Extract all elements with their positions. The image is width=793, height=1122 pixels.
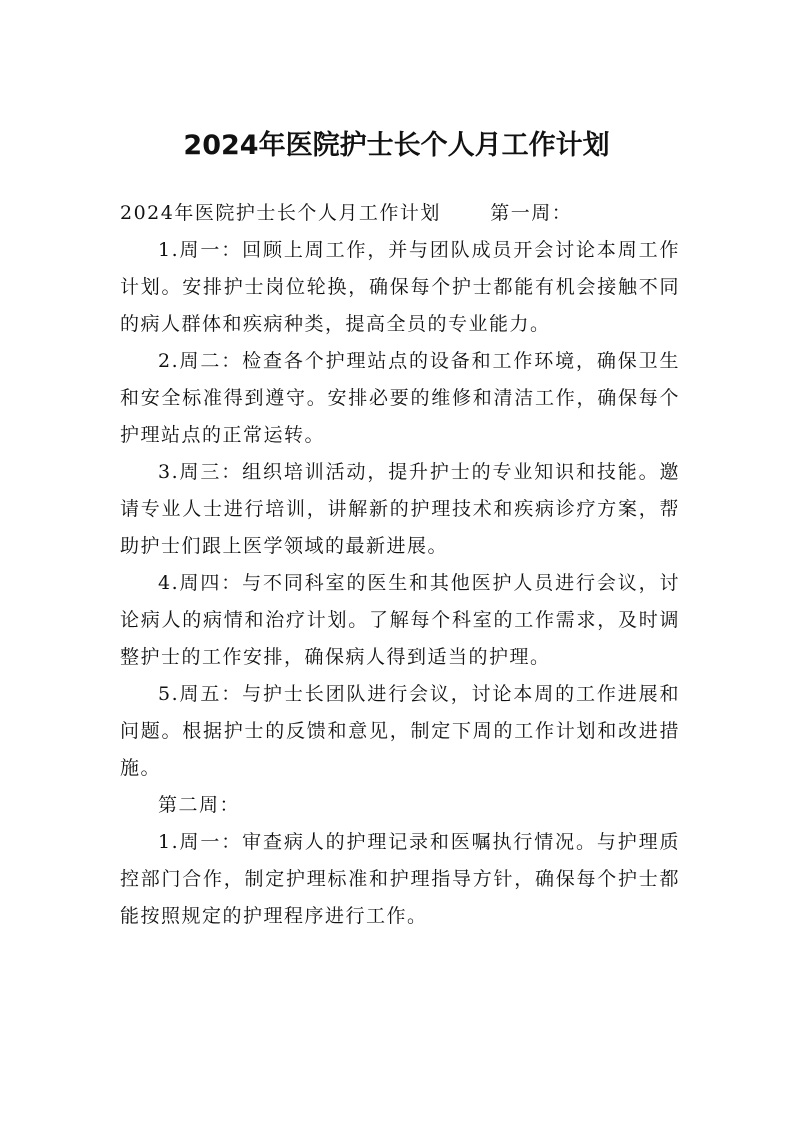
week1-item-tuesday: 2.周二：检查各个护理站点的设备和工作环境，确保卫生和安全标准得到遵守。安排必要的维修和清洁工作，确保每个护理站点的正常运转。 [120,350,680,446]
week1-item-friday: 5.周五：与护士长团队进行会议，讨论本周的工作进展和问题。根据护士的反馈和意见，制定下周的工作计划和改进措施。 [120,683,680,779]
document-body [120,195,680,935]
intro-line [120,195,680,232]
week1-label: 第一周： [490,202,573,224]
week1-item-monday: 1.周一：回顾上周工作，并与团队成员开会讨论本周工作计划。安排护士岗位轮换，确保每个护士都能有机会接触不同的病人群体和疾病种类，提高全员的专业能力。 [120,239,680,335]
week1-item-thursday: 4.周四：与不同科室的医生和其他医护人员进行会议，讨论病人的病情和治疗计划。了解每个科室的工作需求，及时调整护士的工作安排，确保病人得到适当的护理。 [120,572,680,668]
week2-label: 第二周： [158,794,241,816]
document-title: 2024年医院护士长个人月工作计划 [183,130,610,161]
intro-heading: 2024年医院护士长个人月工作计划 [120,202,441,224]
week1-item-wednesday: 3.周三：组织培训活动，提升护士的专业知识和技能。邀请专业人士进行培训，讲解新的护理技术和疾病诊疗方案，帮助护士们跟上医学领域的最新进展。 [120,461,680,557]
week2-item-monday: 1.周一：审查病人的护理记录和医嘱执行情况。与护理质控部门合作，制定护理标准和护理指导方针，确保每个护士都能按照规定的护理程序进行工作。 [120,831,680,927]
